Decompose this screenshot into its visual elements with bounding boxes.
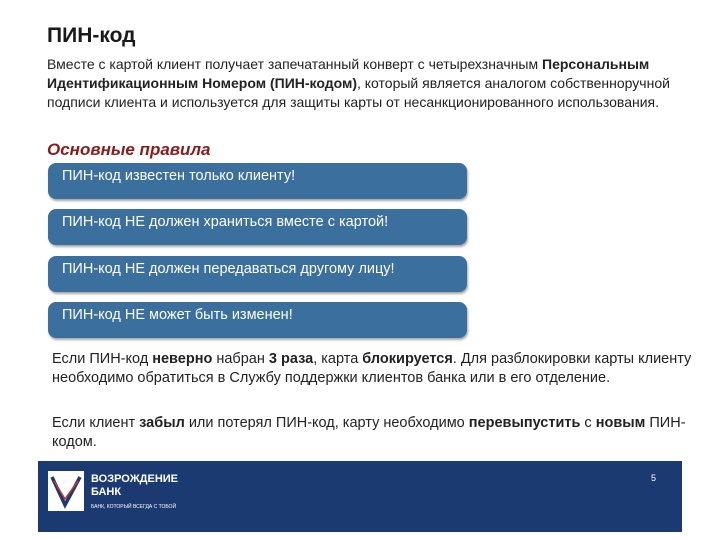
- rule-box-2: [48, 209, 467, 245]
- footer-banner: [38, 461, 682, 532]
- intro-text-1: Вместе с картой клиент получает запечатанный конверт с четырехзначным: [47, 56, 543, 72]
- rule-box-4: [48, 302, 467, 338]
- para2-text-2: или потерял ПИН-код, карту необходимо: [184, 415, 469, 431]
- bank-name: [91, 473, 178, 499]
- rule-text-1: ПИН-код известен только клиенту!: [62, 168, 296, 184]
- intro-paragraph: [47, 55, 687, 112]
- bank-tagline: БАНК, КОТОРЫЙ ВСЕГДА С ТОБОЙ: [91, 504, 177, 510]
- reissue-paragraph: [52, 414, 707, 452]
- para2-text-3: с: [580, 415, 596, 431]
- para1-bold-3: блокируется: [362, 351, 453, 367]
- blocking-paragraph: [52, 350, 707, 388]
- intro-bold-term: Персональным Идентификационным Номером (ПИН-кодом): [47, 56, 650, 91]
- para2-text-4: ПИН-кодом.: [52, 415, 686, 450]
- rule-box-3: [48, 256, 467, 292]
- para2-bold-3: новым: [595, 415, 646, 431]
- rules-heading: Основные правила: [47, 140, 211, 159]
- rule-box-1: [48, 163, 467, 199]
- para1-text-2: набран: [212, 351, 269, 367]
- para2-bold-1: забыл: [139, 415, 185, 431]
- para2-bold-2: перевыпустить: [468, 415, 581, 431]
- para2-text-1: Если клиент: [52, 415, 140, 431]
- rule-text-2: ПИН-код НЕ должен храниться вместе с картой!: [62, 214, 389, 230]
- page-title: ПИН-код: [47, 24, 136, 47]
- para1-text-3: , карта: [313, 351, 363, 367]
- para1-text-1: Если ПИН-код: [52, 351, 153, 367]
- para1-bold-1: неверно: [152, 351, 213, 367]
- rule-text-4: ПИН-код НЕ может быть изменен!: [62, 307, 293, 323]
- rule-text-3: ПИН-код НЕ должен передаваться другому лицу!: [62, 261, 395, 277]
- bank-name-line2: БАНК: [91, 486, 122, 498]
- bank-name-line1: ВОЗРОЖДЕНИЕ: [91, 473, 179, 485]
- intro-text-2: , который является аналогом собственноручной подписи клиента и используется для защиты карты от несанкционированного использования.: [47, 75, 670, 110]
- v-logo-icon: [48, 471, 84, 511]
- para1-bold-2: 3 раза: [268, 351, 314, 367]
- para1-text-4: . Для разблокировки карты клиенту необходимо обратиться в Службу поддержки клиентов банка или в его отделение.: [52, 351, 692, 386]
- page-number: 5: [650, 473, 656, 483]
